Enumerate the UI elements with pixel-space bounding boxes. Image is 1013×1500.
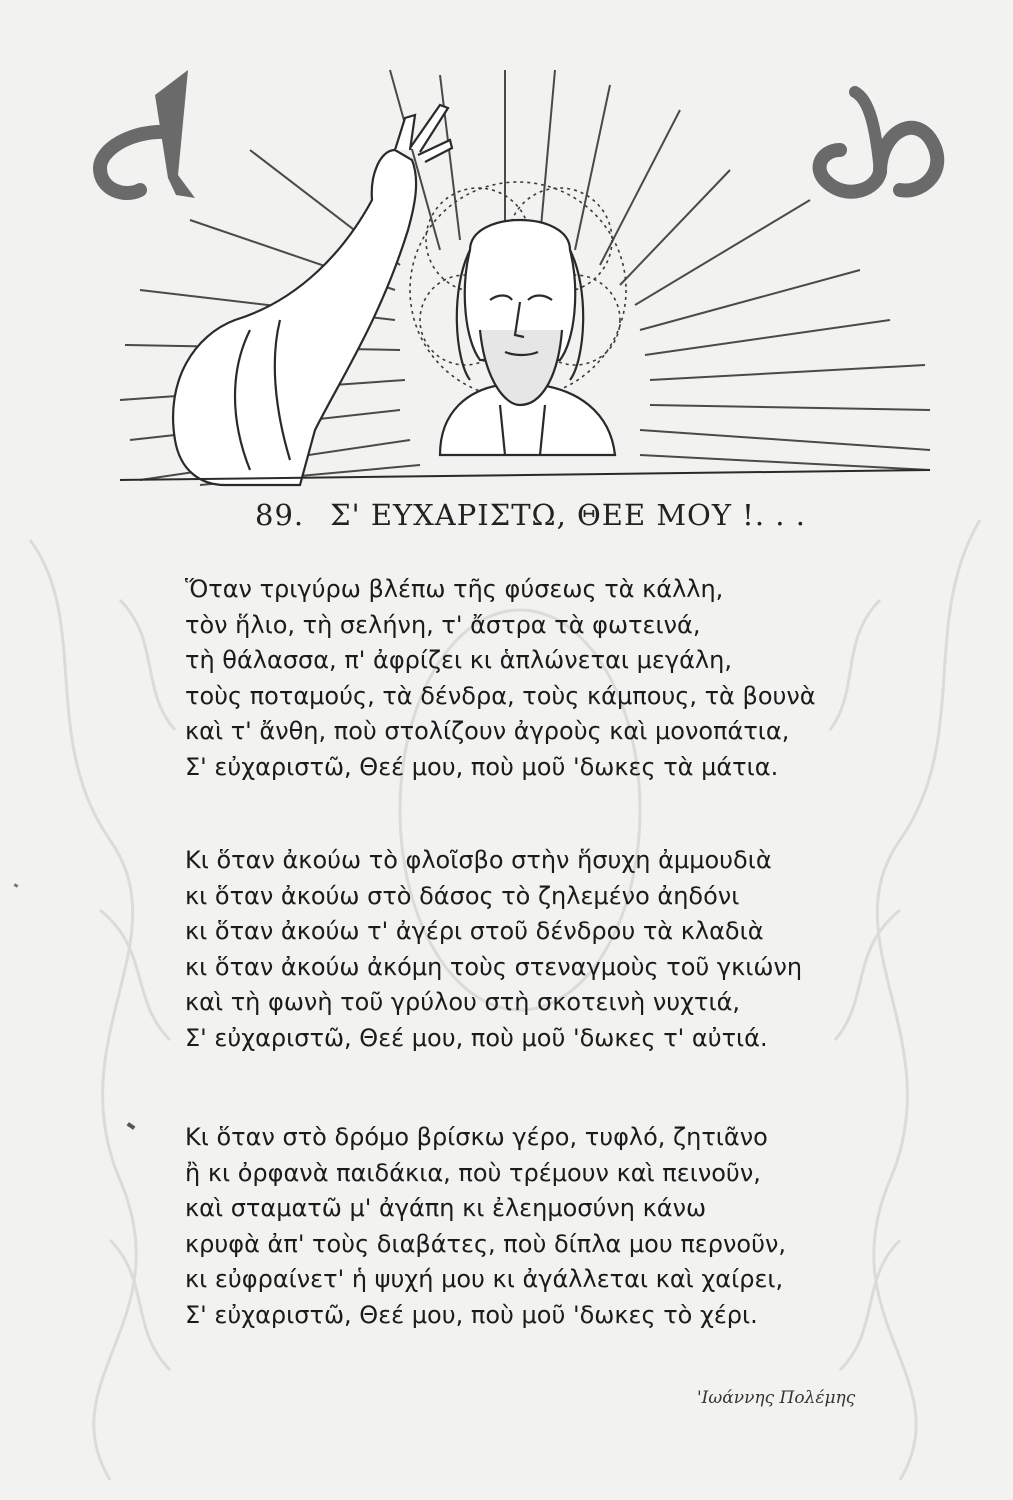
verse-line: τὸν ἥλιο, τὴ σελήνη, τ' ἄστρα τὰ φωτεινά, xyxy=(185,610,701,639)
verse-line: κι ὅταν ἀκούω στὸ δάσος τὸ ζηλεμένο ἀηδόνι xyxy=(185,881,740,910)
alpha-letter-ornament xyxy=(100,70,195,198)
stanza-1 xyxy=(185,572,816,786)
poem-number: 89. xyxy=(255,498,305,532)
verse-line: κι ὅταν ἀκούω τ' ἀγέρι στοῦ δένδρου τὰ κλαδιὰ xyxy=(185,917,764,946)
verse-line: τοὺς ποταμούς, τὰ δένδρα, τοὺς κάμπους, τὰ βουνὰ xyxy=(185,681,816,710)
poem-title xyxy=(255,498,806,532)
verse-line: Σ' εὐχαριστῶ, Θεέ μου, ποὺ μοῦ 'δωκες τὰ μάτια. xyxy=(185,752,779,781)
stanza-3 xyxy=(185,1120,786,1334)
verse-line: κι ὅταν ἀκούω ἀκόμη τοὺς στεναγμοὺς τοῦ γκιώνη xyxy=(185,952,803,981)
verse-line: ἢ κι ὀρφανὰ παιδάκια, ποὺ τρέμουν καὶ πεινοῦν, xyxy=(185,1158,761,1187)
verse-line: Κι ὅταν στὸ δρόμο βρίσκω γέρο, τυφλό, ζητιᾶνο xyxy=(185,1123,768,1151)
author-signature: 'Ιωάννης Πολέμης xyxy=(697,1388,856,1408)
stanza-2 xyxy=(185,843,802,1057)
verse-line: Σ' εὐχαριστῶ, Θεέ μου, ποὺ μοῦ 'δωκες τ' αὐτιά. xyxy=(185,1023,768,1052)
verse-line: καὶ τ' ἄνθη, ποὺ στολίζουν ἀγροὺς καὶ μονοπάτια, xyxy=(185,717,790,746)
verse-line: καὶ τὴ φωνὴ τοῦ γρύλου στὴ σκοτεινὴ νυχτιά, xyxy=(185,988,741,1017)
verse-line: κρυφὰ ἀπ' τοὺς διαβάτες, ποὺ δίπλα μου περνοῦν, xyxy=(185,1229,786,1258)
poem-title-text: Σ' ΕΥΧΑΡΙΣΤΩ, ΘΕΕ ΜΟΥ !. . . xyxy=(330,498,806,532)
christ-figure xyxy=(440,220,615,455)
verse-line: καὶ σταματῶ μ' ἀγάπη κι ἐλεημοσύνη κάνω xyxy=(185,1194,707,1223)
omega-letter-ornament xyxy=(820,92,938,192)
verse-line: τὴ θάλασσα, π' ἀφρίζει κι ἁπλώνεται μεγάλη, xyxy=(185,646,732,675)
verse-line: Κι ὅταν ἀκούω τὸ φλοῖσβο στὴν ἥσυχη ἀμμουδιὰ xyxy=(185,846,772,874)
raised-blessing-arm xyxy=(173,105,452,485)
verse-line: Ὅταν τριγύρω βλέπω τῆς φύσεως τὰ κάλλη, xyxy=(185,575,724,603)
christ-pantocrator-illustration xyxy=(0,0,1013,500)
verse-line: κι εὐφραίνετ' ἡ ψυχή μου κι ἀγάλλεται καὶ χαίρει, xyxy=(185,1265,784,1294)
verse-line: Σ' εὐχαριστῶ, Θεέ μου, ποὺ μοῦ 'δωκες τὸ χέρι. xyxy=(185,1300,758,1329)
